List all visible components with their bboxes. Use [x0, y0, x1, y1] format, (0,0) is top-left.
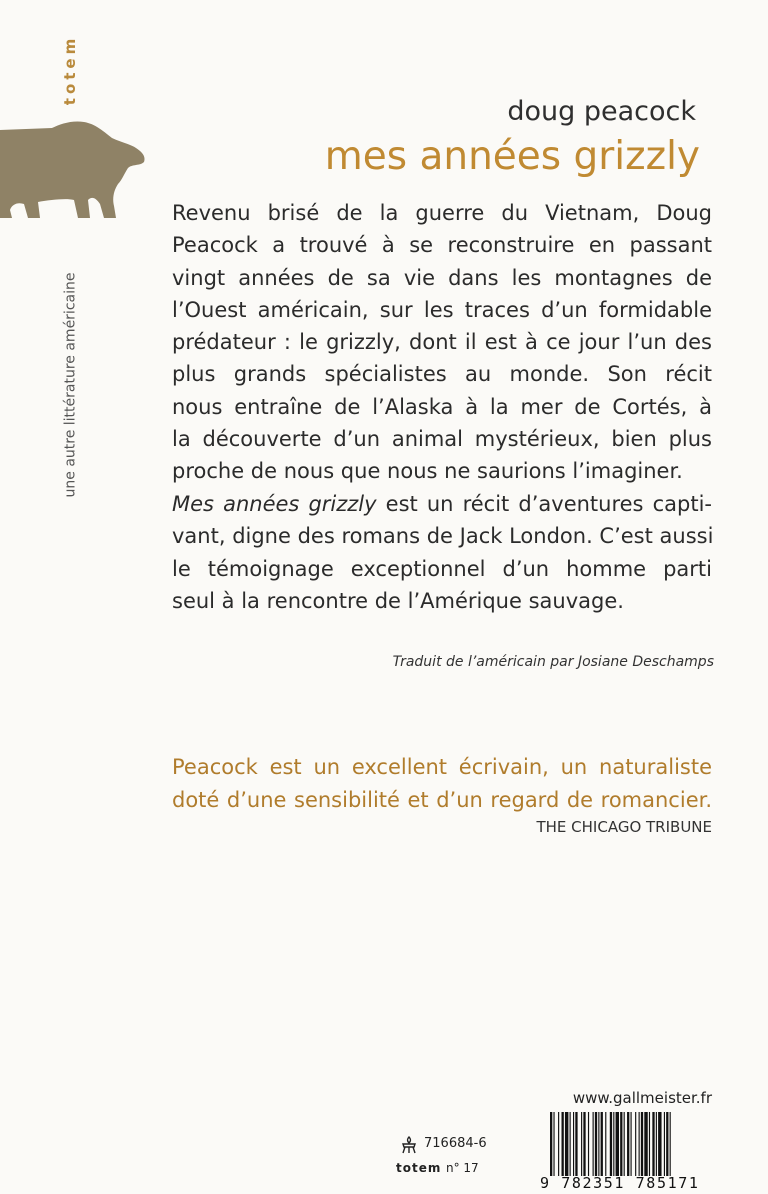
barcode-bar	[613, 1112, 614, 1176]
barcode-bar	[649, 1112, 650, 1176]
series-name	[57, 10, 83, 130]
barcode-bar	[620, 1112, 622, 1176]
barcode-bar	[581, 1112, 582, 1176]
barcode-bar	[553, 1112, 554, 1176]
barcode-bar	[658, 1112, 661, 1176]
product-code: 716684-6	[424, 1136, 487, 1151]
blurb-line: Revenu brisé de la guerre du Vietnam, Doug	[172, 201, 712, 225]
publisher-block	[396, 1135, 536, 1185]
isbn-number: 9 782351 785171	[540, 1174, 700, 1192]
blurb-line-rest: est un récit d’aventures capti-	[376, 492, 712, 516]
barcode-bar	[558, 1112, 559, 1176]
blurb-line: le témoignage exceptionnel d’un homme parti	[172, 556, 712, 581]
review-quote	[172, 751, 712, 817]
barcode-bar	[635, 1112, 636, 1176]
blurb-line: l’Ouest américain, sur les traces d’un formidable	[172, 297, 712, 322]
barcode-bar	[605, 1112, 606, 1176]
series-number: n° 17	[446, 1161, 479, 1175]
blurb-line: vingt années de sa vie dans les montagnes de	[172, 265, 712, 290]
barcode-bar	[562, 1112, 564, 1176]
series-label: totem	[61, 34, 80, 106]
blurb-line: nous entraîne de l’Alaska à la mer de Cortés, à	[172, 394, 712, 419]
book-title-italic: Mes années grizzly	[172, 492, 377, 516]
barcode-bar	[583, 1112, 585, 1176]
barcode-bar	[664, 1112, 665, 1176]
barcode-bar	[550, 1112, 552, 1176]
blurb-line: plus grands spécialistes au monde. Son récit	[172, 362, 712, 387]
isbn-barcode	[540, 1112, 712, 1194]
barcode-bar	[565, 1112, 568, 1176]
review-line: Peacock est un excellent écrivain, un naturaliste	[172, 755, 712, 779]
blurb-line: prédateur : le grizzly, dont il est à ce jour l’un des	[172, 330, 712, 355]
blurb-line: proche de nous que nous ne saurions l’imaginer.	[172, 459, 683, 484]
barcode-bar	[610, 1112, 612, 1176]
barcode-bar	[641, 1112, 643, 1176]
book-title: mes années grizzly	[324, 134, 700, 179]
blurb-paragraph-2	[172, 488, 712, 617]
collection-label: une autre littérature américaine	[62, 272, 79, 498]
series-imprint: totem	[396, 1161, 442, 1175]
publisher-website: www.gallmeister.fr	[572, 1089, 712, 1107]
barcode-bars	[550, 1112, 712, 1176]
barcode-bar	[616, 1112, 619, 1176]
blurb-line: vant, digne des romans de Jack London. C’est aussi	[172, 524, 714, 549]
barcode-bar	[670, 1112, 671, 1176]
barcode-bar	[624, 1112, 625, 1176]
bear-silhouette-icon	[0, 118, 150, 223]
barcode-bar	[656, 1112, 657, 1176]
barcode-bar	[666, 1112, 668, 1176]
barcode-bar	[595, 1112, 597, 1176]
collection-name	[57, 250, 83, 520]
blurb-line	[172, 488, 712, 520]
barcode-bar	[598, 1112, 599, 1176]
barcode-bar	[644, 1112, 647, 1176]
barcode-bar	[639, 1112, 640, 1176]
blurb-line: Peacock a trouvé à se reconstruire en passant	[172, 233, 712, 258]
gallmeister-logo-icon	[399, 1135, 419, 1155]
barcode-bar	[573, 1112, 574, 1176]
barcode-bar	[588, 1112, 589, 1176]
translator-credit: Traduit de l’américain par Josiane Deschamps	[392, 654, 714, 670]
barcode-bar	[601, 1112, 603, 1176]
barcode-bar	[631, 1112, 632, 1176]
barcode-bar	[570, 1112, 571, 1176]
blurb-line: seul à la rencontre de l’Amérique sauvage.	[172, 588, 624, 613]
review-line: doté d’une sensibilité et d’un regard de romancier.	[172, 788, 712, 812]
barcode-bar	[652, 1112, 654, 1176]
barcode-bar	[627, 1112, 629, 1176]
review-source: THE CHICAGO TRIBUNE	[536, 818, 712, 836]
blurb-line: la découverte d’un animal mystérieux, bien plus	[172, 427, 712, 452]
barcode-bar	[575, 1112, 577, 1176]
author-name: doug peacock	[507, 96, 696, 127]
barcode-bar	[593, 1112, 594, 1176]
blurb-paragraph-1	[172, 197, 712, 488]
